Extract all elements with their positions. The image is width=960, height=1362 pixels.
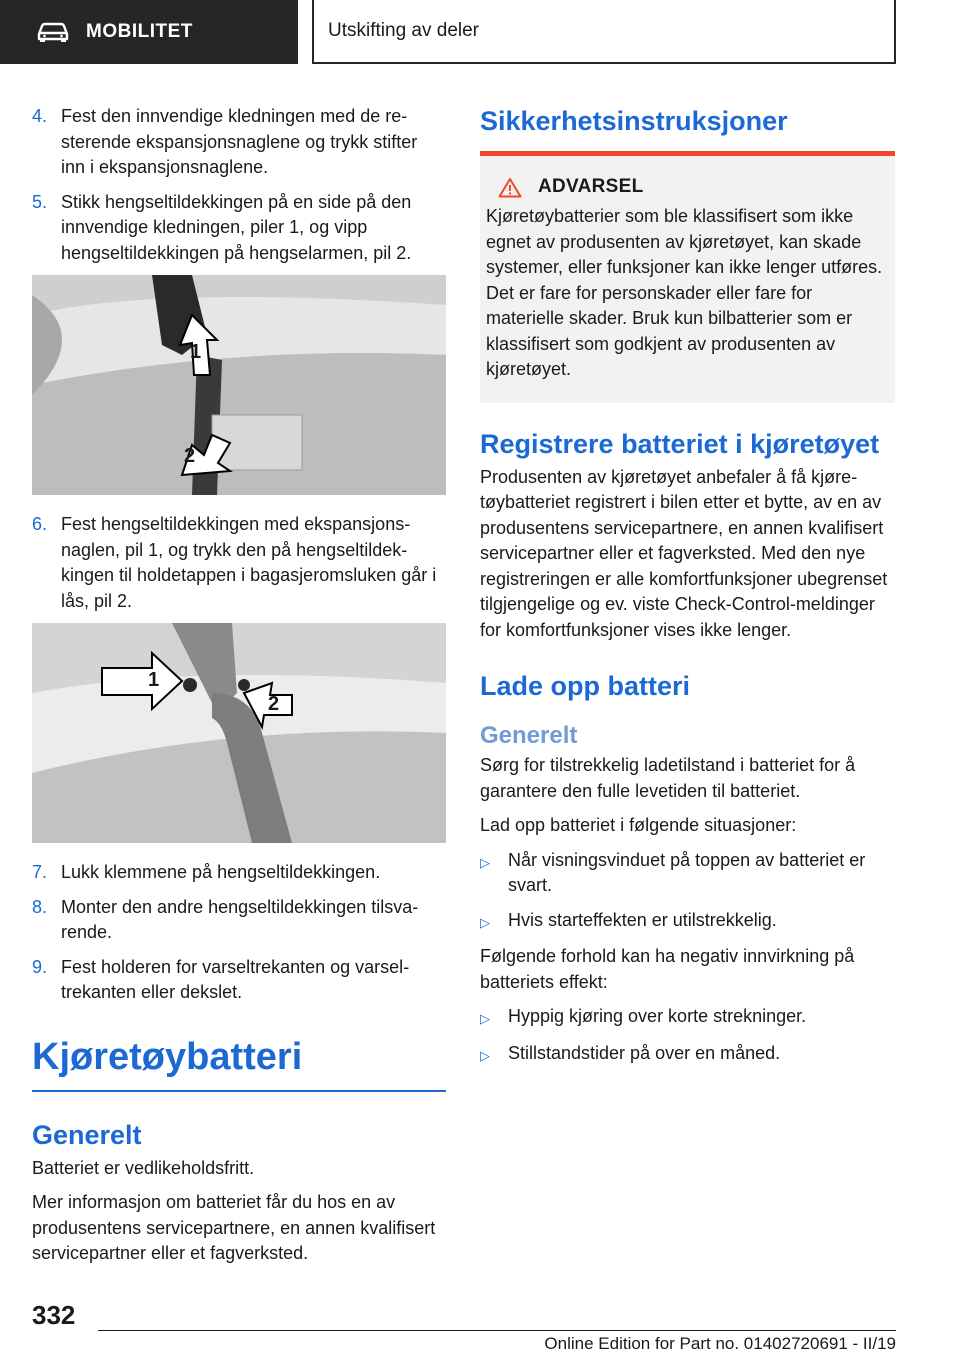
heading-vehicle-battery: Kjøretøybatteri <box>32 1034 446 1092</box>
heading-general: Generelt <box>480 722 578 749</box>
triangle-bullet-icon: ▷ <box>480 854 490 870</box>
list-item <box>480 1004 895 1032</box>
section-tab <box>0 0 298 64</box>
step-text: Monter den andre hengseltildekkingen tilsvarende. <box>61 896 419 942</box>
list-item <box>480 908 895 936</box>
step-text: Fest hengseltildekkingen med ekspansjonsnaglen, pil 1, og trykk den på hengseltildekkingen til holdetappen i bagasjeromsluken går i lås, pil 2. <box>61 514 437 611</box>
paragraph: Mer informasjon om batteriet får du hos en av produsentens servicepartnere, en annen kvalifisert servicepartner eller et fagverksted. <box>32 1192 436 1263</box>
step-text: Lukk klemmene på hengseltildekkingen. <box>61 862 381 882</box>
left-column <box>32 104 446 1276</box>
heading-register-battery: Registrere batteriet i kjøretøyet <box>480 428 880 459</box>
step-item <box>32 895 446 946</box>
warning-triangle-icon <box>498 177 522 198</box>
step-number: 9. <box>32 956 48 977</box>
paragraph: Produsenten av kjøretøyet anbefaler å få kjøretøybatteriet registrert i bilen etter et bytte, av en av produsentens servicepartnere, en annen kvalifisert servicepartner eller et fagverksted. Med den nye registreringen er alle komfortfunksjoner ubegrenset tilgjengelige og ev. viste Check-Control-meldinger for komfortfunksjoner vises ikke lenger. <box>480 466 888 640</box>
list-text: Stillstandstider på over en måned. <box>508 1042 781 1063</box>
step-number: 8. <box>32 896 48 917</box>
arrow-label-2: 2 <box>268 693 280 715</box>
step-number: 6. <box>32 514 48 534</box>
step-item <box>32 512 446 614</box>
arrow-label-2: 2 <box>184 445 196 467</box>
triangle-bullet-icon: ▷ <box>480 1047 490 1063</box>
step-text: Fest holderen for varseltrekanten og varseltrekanten eller dekslet. <box>61 956 410 1002</box>
step-item <box>32 104 446 181</box>
warning-box <box>480 156 895 403</box>
section-title: MOBILITET <box>86 21 193 42</box>
paragraph: Lad opp batteriet i følgende situasjoner: <box>480 815 797 835</box>
paragraph: Følgende forhold kan ha negativ innvirkning på batteriets effekt: <box>480 946 855 992</box>
list-text: Hyppig kjøring over korte strekninger. <box>508 1006 807 1026</box>
car-icon <box>36 22 70 42</box>
hinge-cover-figure-2 <box>32 623 446 843</box>
warning-title: ADVARSEL <box>538 176 644 197</box>
step-item <box>32 860 446 886</box>
heading-charge-battery: Lade opp batteri <box>480 671 691 701</box>
chapter-title: Utskifting av deler <box>328 20 480 41</box>
step-text: Stikk hengseltildekkingen på en side på den innvendige kledningen, piler 1, og vipp hengseltildekkingen på hengselarmen, pil 2. <box>61 191 412 263</box>
step-number: 7. <box>32 862 48 882</box>
chapter-tab <box>312 0 896 64</box>
warning-text: Kjøretøybatterier som ble klassifisert som ikke egnet av produsenten av kjøretøyet, kan skade systemer, eller funksjoner kan ikke lenger utføres. Det er fare for personskader eller fare for materielle skader. Bruk kun bilbatterier som er klassifisert som godkjent av produsenten av kjøretøyet. <box>486 206 883 379</box>
list-item <box>480 848 895 899</box>
list-item <box>480 1041 895 1069</box>
arrow-label-1: 1 <box>148 669 160 691</box>
edition-info: Online Edition for Part no. 01402720691 - II/19 <box>544 1334 896 1353</box>
heading-safety: Sikkerhetsinstruksjoner <box>480 106 788 136</box>
page-number: 332 <box>32 1300 76 1330</box>
step-item <box>32 955 446 1006</box>
triangle-bullet-icon: ▷ <box>480 1011 490 1026</box>
arrow-label-1: 1 <box>190 341 202 363</box>
step-number: 4. <box>32 106 48 126</box>
paragraph: Sørg for tilstrekkelig ladetilstand i batteriet for å garantere den fulle levetiden til batteriet. <box>480 755 856 801</box>
triangle-bullet-icon: ▷ <box>480 914 490 930</box>
list-text: Når visningsvinduet på toppen av batteriet er svart. <box>508 849 866 895</box>
list-text: Hvis starteffekten er utilstrekkelig. <box>508 909 777 930</box>
heading-general: Generelt <box>32 1119 142 1150</box>
hinge-cover-figure-1 <box>32 275 446 495</box>
right-column <box>480 104 895 1077</box>
step-text: Fest den innvendige kledningen med de resterende ekspansjonsnaglene og trykk stifter inn i ekspansjonsnaglene. <box>61 106 418 177</box>
step-item <box>32 190 446 267</box>
footer-divider <box>98 1330 896 1331</box>
step-number: 5. <box>32 191 48 212</box>
paragraph: Batteriet er vedlikeholdsfritt. <box>32 1157 255 1178</box>
